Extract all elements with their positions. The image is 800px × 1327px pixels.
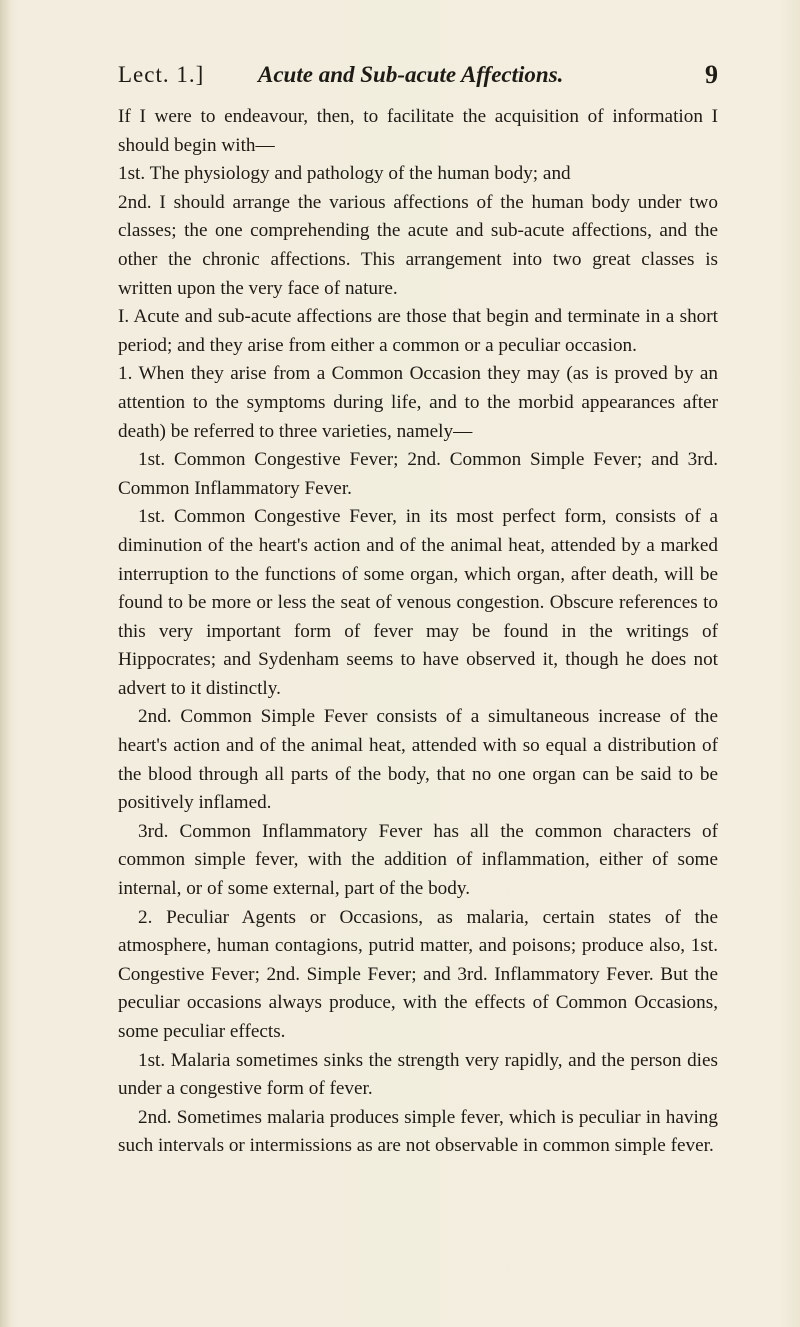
paragraph: 1. When they arise from a Common Occasion they may (as is proved by an attention to the symptoms during life, and to the morbid appearances after death) be referred to three varieties, namely— bbox=[118, 363, 718, 442]
paragraph: 3rd. Common Inflammatory Fever has all the common characters of common simple fever, with the addition of inflammation, either of some internal, or of some external, part of the body. bbox=[118, 820, 718, 900]
paragraph: If I were to endeavour, then, to facilitate the acquisition of information I should begin with— bbox=[118, 106, 718, 156]
running-header bbox=[118, 62, 718, 96]
paragraph: 1st. Malaria sometimes sinks the strength very rapidly, and the person dies under a congestive form of fever. bbox=[118, 1049, 718, 1100]
lecture-label: Lect. 1.] bbox=[118, 62, 205, 87]
paragraph: 1st. Common Congestive Fever; 2nd. Common Simple Fever; and 3rd. Common Inflammatory Fever. bbox=[118, 449, 718, 499]
paragraph: 2nd. I should arrange the various affections of the human body under two classes; the one comprehending the acute and sub-acute affections, and the other the chronic affections. This arrangement into two great classes is written upon the very face of nature. bbox=[118, 191, 718, 299]
paragraph: 1st. The physiology and pathology of the human body; and bbox=[118, 163, 571, 185]
paragraph: 2. Peculiar Agents or Occasions, as malaria, certain states of the atmosphere, human contagions, putrid matter, and poisons; produce also, 1st. Congestive Fever; 2nd. Simple Fever; and 3rd. Inflammatory Fever. But the peculiar occasions always produce, with the effects of Common Occasions, some peculiar effects. bbox=[118, 906, 718, 1042]
paragraph: I. Acute and sub-acute affections are those that begin and terminate in a short period; and they arise from either a common or a peculiar occasion. bbox=[118, 306, 718, 356]
paragraph: 2nd. Sometimes malaria produces simple fever, which is peculiar in having such intervals or intermissions as are not observable in common simple fever. bbox=[118, 1106, 718, 1157]
running-title: Acute and Sub-acute Affections. bbox=[258, 62, 564, 87]
paragraph: 1st. Common Congestive Fever, in its most perfect form, consists of a diminution of the heart's action and of the animal heat, attended by a marked interruption to the functions of some organ, which organ, after death, will be found to be more or less the seat of venous congestion. Obscure references to this very important form of fever may be found in the writings of Hippocrates; and Sydenham seems to have observed it, though he does not advert to it distinctly. bbox=[118, 506, 718, 699]
page-number: 9 bbox=[705, 60, 718, 89]
page-binding-edge bbox=[0, 0, 10, 1327]
paragraph: 2nd. Common Simple Fever consists of a simultaneous increase of the heart's action and of the animal heat, attended with so equal a distribution of the blood through all parts of the body, that no one organ can be said to be positively inflamed. bbox=[118, 706, 718, 814]
body-text bbox=[118, 103, 718, 1161]
